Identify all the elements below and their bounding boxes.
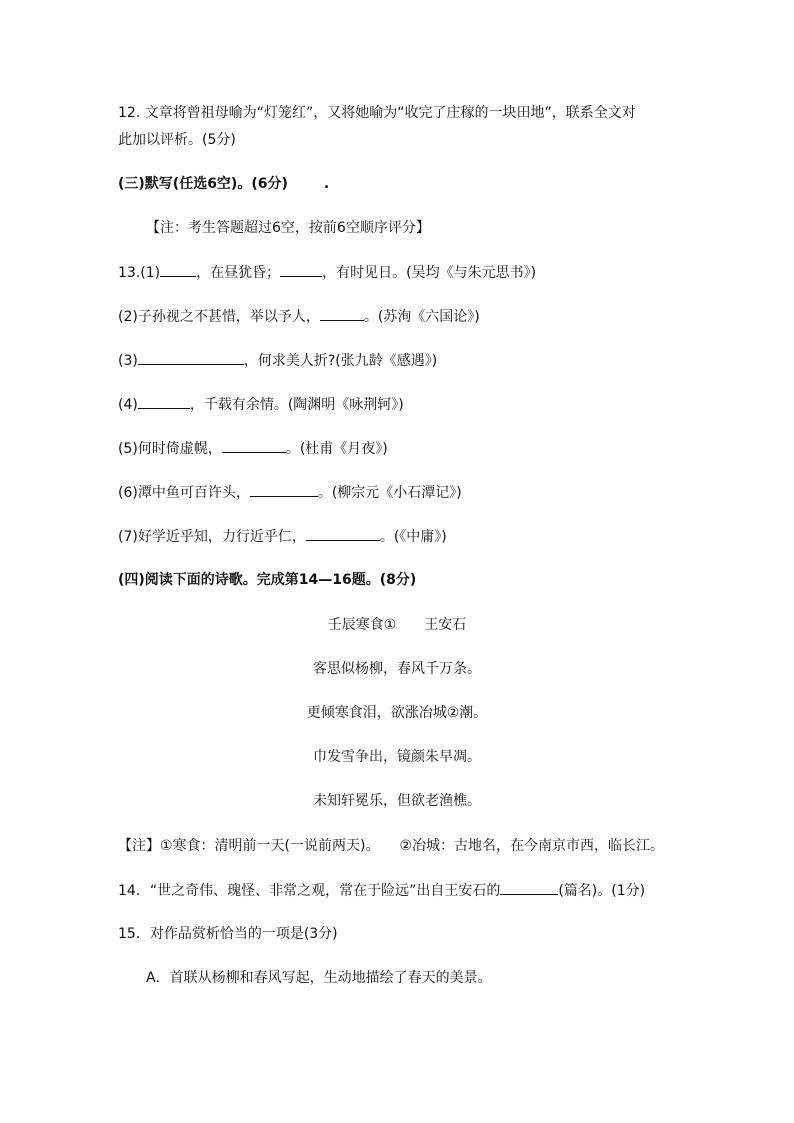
item-6-prefix: (6)潭中鱼可百许头， xyxy=(118,485,250,501)
item-4-prefix: (4) xyxy=(118,397,138,413)
poem-note-1: 【注】①寒食：清明前一天(一说前两天)。 xyxy=(118,838,380,854)
section-3-heading xyxy=(118,174,329,194)
poem-line-1: 客思似杨柳，春风千万条。 xyxy=(313,661,481,677)
poem-line-3: 巾发雪争出，镜颜朱早凋。 xyxy=(313,749,481,765)
item-6-suffix: 。(柳宗元《小石潭记》) xyxy=(317,485,462,501)
answer-blank-3[interactable] xyxy=(138,350,244,365)
question-13-item-7 xyxy=(118,526,447,547)
question-13-item-5 xyxy=(118,438,388,459)
answer-blank-2[interactable] xyxy=(320,306,364,321)
question-15-stem: 15．对作品赏析恰当的一项是(3分) xyxy=(118,926,338,942)
item-2-prefix: (2)子孙视之不甚惜，举以予人， xyxy=(118,309,320,325)
answer-blank-1b[interactable] xyxy=(280,262,322,277)
section-4-heading: (四)阅读下面的诗歌。完成第14—16题。(8分) xyxy=(118,572,417,588)
poem-title: 壬辰寒食① xyxy=(327,617,397,633)
item-1-mid: ，在昼犹昏； xyxy=(196,265,281,281)
answer-blank-7[interactable] xyxy=(306,526,380,541)
item-7-suffix: 。(《中庸》) xyxy=(379,529,447,545)
question-13-item-6 xyxy=(118,482,462,503)
poem-note-2: ②冶城：古地名，在今南京市西，临长江。 xyxy=(399,838,665,854)
item-2-suffix: 。(苏洵《六国论》) xyxy=(363,309,480,325)
question-13-item-3 xyxy=(118,350,437,371)
item-5-prefix: (5)何时倚虚幌， xyxy=(118,441,222,457)
section-3-dot: . xyxy=(323,176,330,192)
section-3-note: 【注：考生答题超过6空，按前6空顺序评分】 xyxy=(146,220,430,236)
question-12-line-2: 此加以评析。(5分) xyxy=(118,132,236,148)
item-1-prefix: 13.(1) xyxy=(118,265,161,281)
section-3-title: (三)默写(任选6空)。(6分) xyxy=(118,176,288,192)
question-15-option-a[interactable]: A．首联从杨柳和春风写起，生动地描绘了春天的美景。 xyxy=(146,970,492,986)
poem-line-4: 未知轩冕乐，但欲老渔樵。 xyxy=(313,793,481,809)
question-13-item-4 xyxy=(118,394,404,415)
answer-blank-5[interactable] xyxy=(222,438,286,453)
question-14-prefix: 14．“世之奇伟、瑰怪、非常之观，常在于险远”出自王安石的 xyxy=(118,883,501,899)
item-7-prefix: (7)好学近乎知，力行近乎仁， xyxy=(118,529,306,545)
answer-blank-4[interactable] xyxy=(138,394,190,409)
poem-title-line xyxy=(0,615,794,635)
question-14 xyxy=(118,880,645,901)
question-13-item-1 xyxy=(118,262,536,283)
item-5-suffix: 。(杜甫《月夜》) xyxy=(285,441,388,457)
poem-notes xyxy=(118,836,664,856)
answer-blank-14[interactable] xyxy=(500,880,558,895)
question-12-line-1: 12. 文章将曾祖母喻为“灯笼红”，又将她喻为“收完了庄稼的一块田地”，联系全文对 xyxy=(118,105,636,121)
item-3-prefix: (3) xyxy=(118,353,138,369)
question-14-suffix: (篇名)。(1分) xyxy=(558,883,646,899)
poem-author: 王安石 xyxy=(424,617,467,633)
question-13-item-2 xyxy=(118,306,480,327)
item-1-suffix: ，有时见日。(吴均《与朱元思书》) xyxy=(322,265,537,281)
poem-line-2: 更倾寒食泪，欲涨冶城②潮。 xyxy=(306,705,488,721)
answer-blank-6[interactable] xyxy=(250,482,318,497)
answer-blank-1a[interactable] xyxy=(160,262,196,277)
item-3-suffix: ，何求美人折?(张九龄《感遇》) xyxy=(243,353,438,369)
item-4-suffix: ，千载有余情。(陶渊明《咏荆轲》) xyxy=(189,397,404,413)
